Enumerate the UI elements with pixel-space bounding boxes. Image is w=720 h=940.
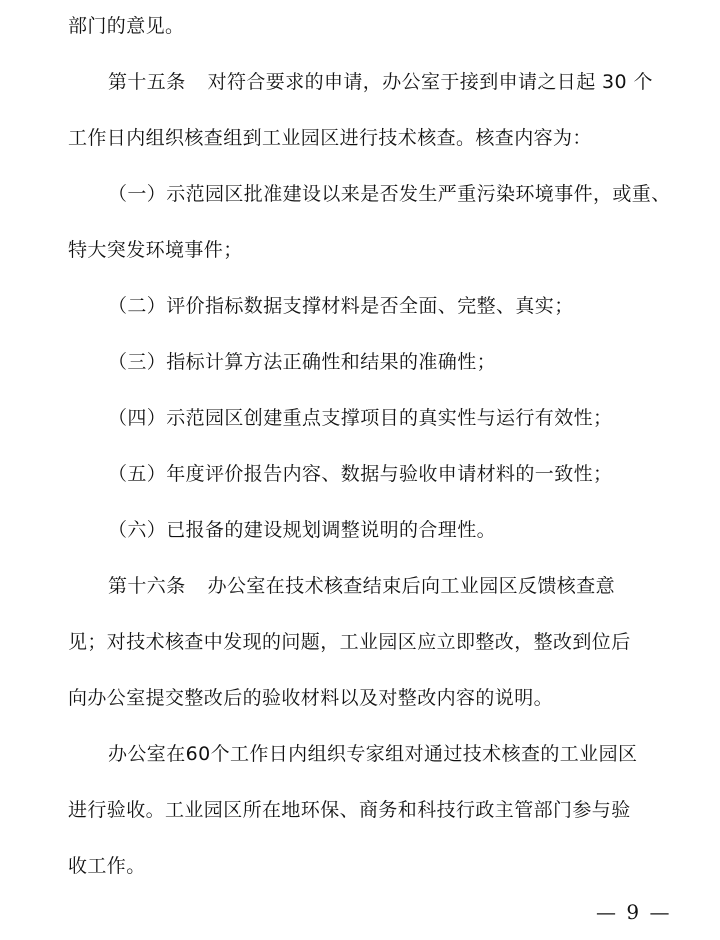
article-16-label: 第十六条 — [108, 575, 186, 597]
page-number: — 9 — — [596, 900, 672, 924]
text-line-1: 部门的意见。 — [68, 15, 185, 37]
text-line-2: 对符合要求的申请，办公室于接到申请之日起 30 个 — [207, 71, 653, 93]
text-line-6: （二）评价指标数据支撑材料是否全面、完整、真实； — [108, 295, 574, 317]
text-line-10: （六）已报备的建设规划调整说明的合理性。 — [108, 519, 497, 541]
text-line-15: 进行验收。工业园区所在地环保、商务和科技行政主管部门参与验 — [68, 799, 631, 821]
text-line-3: 工作日内组织核查组到工业园区进行技术核查。核查内容为： — [68, 127, 592, 149]
text-line-5: 特大突发环境事件； — [68, 239, 243, 261]
text-line-9: （五）年度评价报告内容、数据与验收申请材料的一致性； — [108, 463, 613, 485]
text-line-4: （一）示范园区批准建设以来是否发生严重污染环境事件，或重、 — [108, 183, 671, 205]
text-line-13: 向办公室提交整改后的验收材料以及对整改内容的说明。 — [68, 687, 554, 709]
text-line-11: 办公室在技术核查结束后向工业园区反馈核查意 — [207, 575, 616, 597]
text-line-16: 收工作。 — [68, 855, 146, 877]
text-line-8: （四）示范园区创建重点支撑项目的真实性与运行有效性； — [108, 407, 613, 429]
article-16-line — [108, 574, 615, 598]
article-15-line — [108, 70, 653, 94]
text-line-14: 办公室在60个工作日内组织专家组对通过技术核查的工业园区 — [108, 743, 638, 765]
article-15-label: 第十五条 — [108, 71, 186, 93]
text-line-12: 见；对技术核查中发现的问题，工业园区应立即整改，整改到位后 — [68, 631, 631, 653]
text-line-7: （三）指标计算方法正确性和结果的准确性； — [108, 351, 497, 373]
